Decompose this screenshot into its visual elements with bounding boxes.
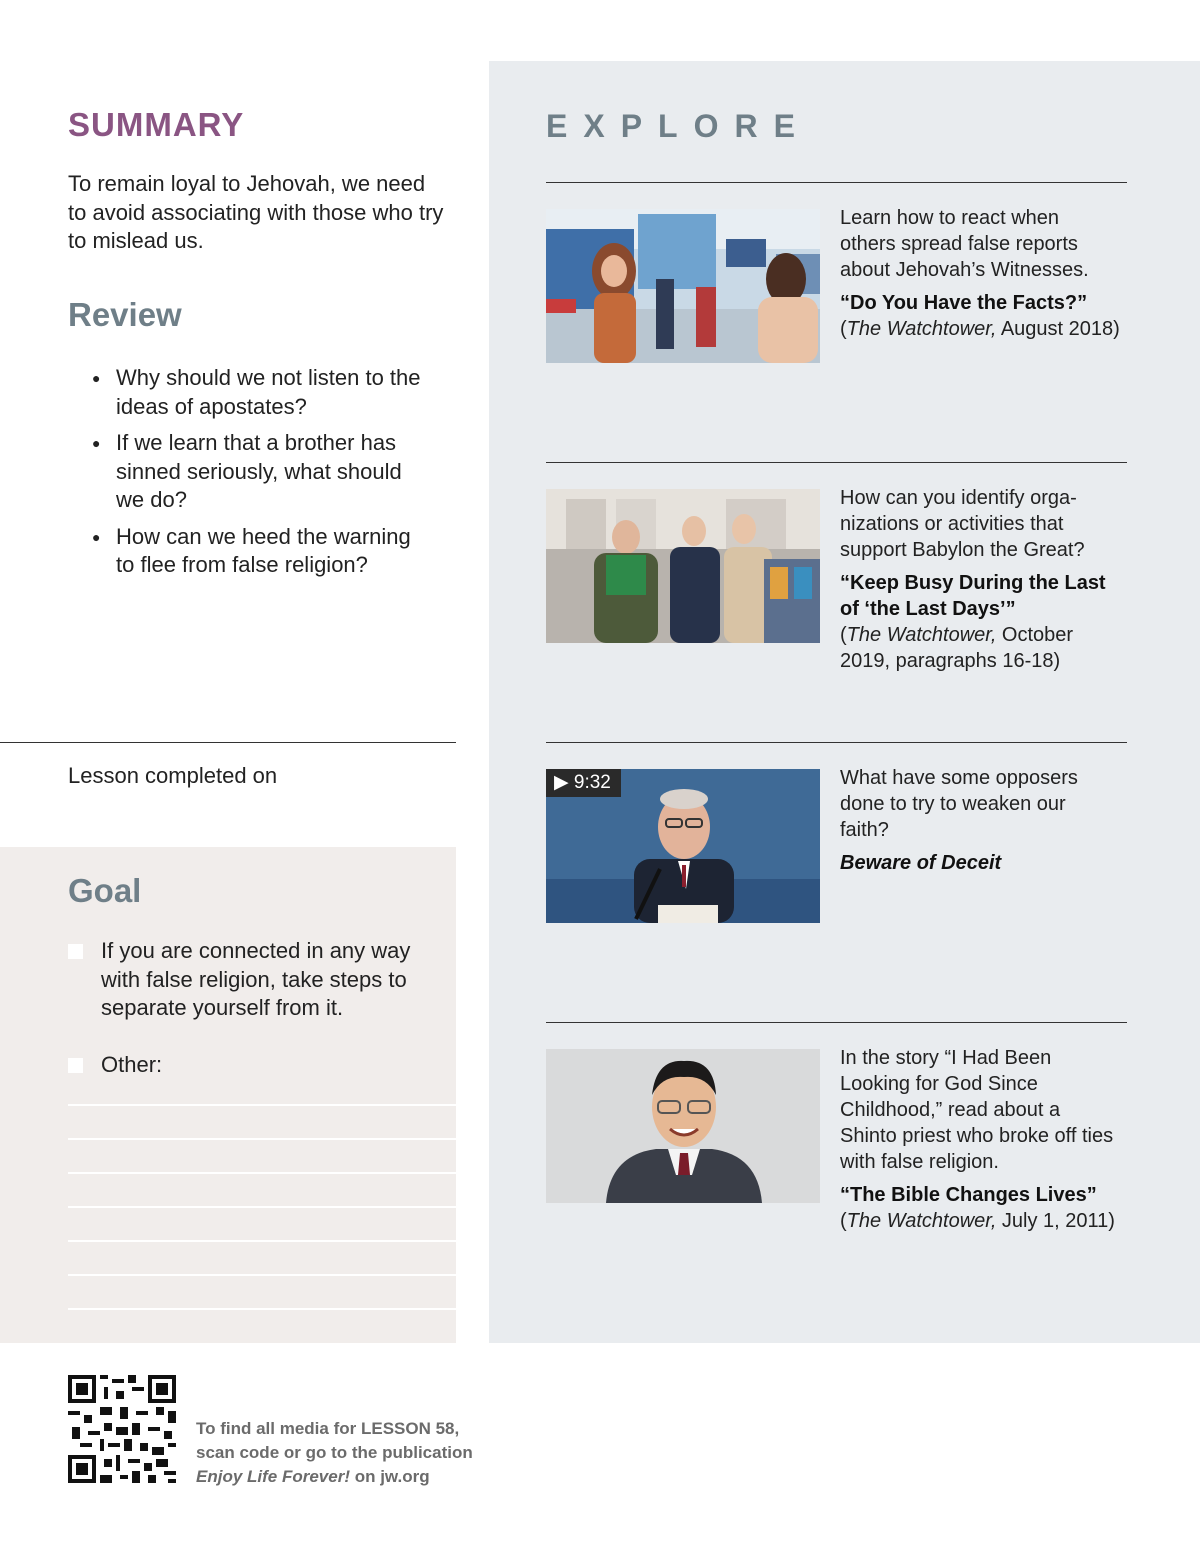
explore-item-text [840,205,1120,342]
footer-line: scan code or go to the publication [196,1443,473,1462]
writing-line[interactable] [68,1274,456,1276]
divider [546,462,1127,463]
divider [546,1022,1127,1023]
writing-line[interactable] [68,1172,456,1174]
explore-item-source: (The Watchtower, October 2019, paragraphs 16-18) [840,624,1074,672]
footer-note [196,1417,473,1489]
play-icon: ▶ [554,772,574,793]
writing-line[interactable] [68,1206,456,1208]
goal-item-label: If you are connected in any way with false religion, take steps to separate yourself from it. [101,938,411,1020]
explore-item-source: (The Watchtower, July 1, 2011) [840,1210,1115,1232]
review-question: ● Why should we not listen to the ideas of apostates? [92,364,432,421]
goal-item-other[interactable] [68,1051,438,1080]
explore-video-thumbnail[interactable] [546,769,820,923]
explore-item-description: What have some opposers done to try to weaken our faith? [840,767,1078,841]
explore-thumbnail-portrait[interactable] [546,1049,820,1203]
divider [546,742,1127,743]
publication-name: The Watchtower, [846,624,997,646]
explore-item-text [840,1045,1120,1234]
explore-item-text [840,485,1120,674]
review-list [92,364,432,588]
goal-panel [0,847,456,1343]
explore-item-description: In the story “I Had Been Looking for God Since Childhood,” read about a Shinto priest who broke off ties with false religion. [840,1047,1114,1173]
video-duration-badge [546,769,621,797]
goal-heading: Goal [68,872,142,909]
goal-checkbox[interactable] [68,1058,83,1073]
explore-item-title[interactable]: “Do You Have the Facts?” [840,292,1088,314]
explore-thumbnail-news[interactable] [546,209,820,363]
explore-item-source: (The Watchtower, August 2018) [840,318,1120,340]
summary-text: To remain loyal to Jehovah, we need to avoid associating with those who try to mislead us. [68,171,444,253]
explore-heading: EXPLORE [546,108,811,144]
explore-thumbnail-witnessing[interactable] [546,489,820,643]
explore-item-title[interactable]: Beware of Deceit [840,852,1002,874]
explore-item-description: How can you identify organizations or activities that support Babylon the Great? [840,487,1085,561]
publication-date: August 2018) [996,318,1120,340]
qr-code[interactable] [68,1375,176,1483]
divider [0,742,456,743]
publication-date: July 1, 2011) [996,1210,1115,1232]
goal-item[interactable] [68,937,438,1023]
explore-item-title[interactable]: “The Bible Changes Lives” [840,1184,1097,1206]
publication-name: The Watchtower, [846,318,997,340]
lesson-completed-label: Lesson completed on [68,763,278,788]
review-question: ● How can we heed the warning to flee from false religion? [92,523,432,580]
video-duration: 9:32 [573,772,611,793]
summary-heading: SUMMARY [68,106,245,143]
writing-line[interactable] [68,1240,456,1242]
goal-checkbox[interactable] [68,944,83,959]
review-heading: Review [68,296,182,333]
explore-item-description: Learn how to react when others spread false reports about Jehovah’s Witnesses. [840,207,1089,281]
footer-line: To find all media for LESSON 58, [196,1419,460,1438]
footer-line [196,1465,473,1489]
writing-line[interactable] [68,1104,456,1106]
goal-item-label: Other: [101,1052,163,1077]
publication-name: The Watchtower, [846,1210,997,1232]
publication-title[interactable]: Enjoy Life Forever! [196,1467,350,1486]
explore-item-text [840,765,1120,876]
footer-website: on jw.org [349,1467,430,1486]
review-question: ● If we learn that a brother has sinned seriously, what should we do? [92,429,432,515]
divider [546,182,1127,183]
writing-line[interactable] [68,1138,456,1140]
writing-line[interactable] [68,1308,456,1310]
publication-date: October 2019, paragraphs 16-18) [840,624,1074,672]
explore-item-title[interactable]: “Keep Busy During the Last of ‘the Last Days’” [840,572,1106,620]
